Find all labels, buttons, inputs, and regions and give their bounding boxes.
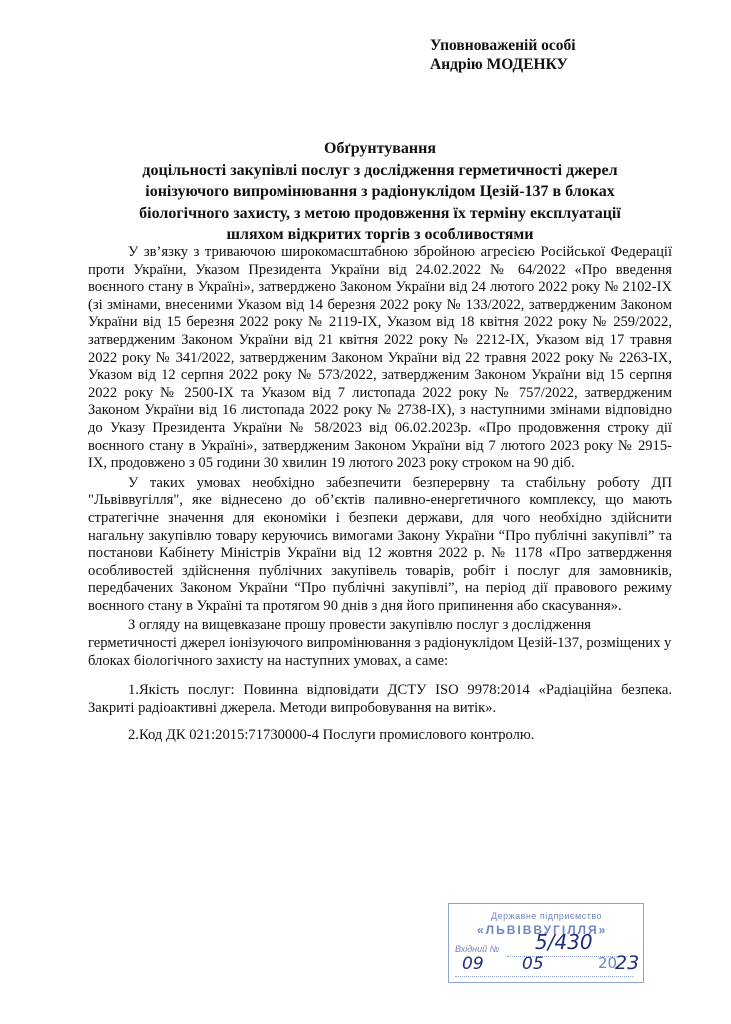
stamp-incoming-number: 5/430: [535, 930, 593, 954]
addressee-position: Уповноваженій особі: [430, 37, 576, 54]
stamp-org-line-2: «ЛЬВІВВУГІЛЛЯ»: [477, 923, 608, 937]
stamp-date-line: [455, 976, 633, 977]
stamp-incoming-label: Вхідний №: [455, 944, 500, 954]
paragraph-conditions: У таких умовах необхідно забезпечити безперервну та стабільну роботу ДП "Львіввугілля", яке віднесено до об’єктів паливно-енергетичного комплексу, що мають стратегічне значення для економіки і безпеки держави, для чого необхідно здійснити нагальну закупівлю товару керуючись вимогами Закону України “Про публічні закупівлі” та постанови Кабінету Міністрів України від 12 жовтня 2022 р. № 1178 «Про затвердження особливостей здійснення публічних закупівель товарів, робіт і послуг для замовників, передбачених Законом України “Про публічні закупівлі”, на період дії правового режиму воєнного стану в Україні та протягом 90 днів з дня його припинення або скасування».: [88, 474, 672, 614]
stamp-date-year-prefix: 20: [598, 954, 618, 972]
addressee-name: Андрію МОДЕНКУ: [430, 56, 568, 73]
document-heading: [80, 138, 680, 246]
paragraph-quality: 1.Якість послуг: Повинна відповідати ДСТУ ISO 9978:2014 «Радіаційна безпека. Закриті радіоактивні джерела. Методи випробовування на витік».: [88, 682, 672, 716]
stamp-org-line-1: Державне підприємство: [491, 911, 603, 921]
heading-subtitle-line-2: іонізуючого випромінювання з радіонуклідом Цезій-137 в блоках: [145, 183, 615, 200]
addressee-block: [430, 36, 576, 74]
heading-subtitle-line-4: шляхом відкритих торгів з особливостями: [226, 226, 534, 243]
stamp-date-year-suffix: 23: [615, 952, 640, 974]
document-body: [88, 244, 672, 747]
paragraph-dk-code: 2.Код ДК 021:2015:71730000-4 Послуги промислового контролю.: [128, 727, 535, 744]
paragraph-martial-law: У зв’язку з триваючою широкомасштабною збройною агресією Російської Федерації проти України, Указом Президента України від 24.02.2022 № 64/2022 «Про введення воєнного стану в Україні», затверджено Законом України від 24 лютого 2022 року № 2102-IX (зі змінами, внесеними Указом від 14 березня 2022 року № 133/2022, затвердженим Законом України від 15 березня 2022 року № 2119-IX, Указом від 18 квітня 2022 року № 259/2022, затвердженим Законом України від 21 квітня 2022 року № 2212-IX, Указом від 17 травня 2022 року № 341/2022, затвердженим Законом України від 22 травня 2022 року № 2263-IX, Указом від 12 серпня 2022 року № 573/2022, затвердженим Законом України від 15 серпня 2022 року № 2500-IX та Указом від 7 листопада 2022 року № 757/2022, затвердженим Законом України від 16 листопада 2022 року № 2738-IX), з наступними змінами відповідно до Указу Президента України № 58/2023 від 06.02.2023р. «Про продовження строку дії воєнного стану в Україні», затвердженим Законом України від 7 лютого 2023 року № 2915-IX, продовжено з 05 години 30 хвилин 19 лютого 2023 року строком на 90 діб.: [88, 244, 672, 472]
stamp-date-month: 05: [522, 954, 544, 974]
heading-title: Обґрунтування: [324, 140, 436, 157]
paragraph-request: З огляду на вищевказане прошу провести закупівлю послуг з дослідження герметичності джерел іонізуючого випромінювання з радіонуклідом Цезій-137, розміщених у блоках біологічного захисту на наступних умовах, а саме:: [88, 617, 672, 669]
heading-subtitle-line-1: доцільності закупівлі послуг з дослідження герметичності джерел: [142, 161, 618, 179]
heading-subtitle-line-3: біологічного захисту, з метою продовження їх терміну експлуатації: [139, 204, 621, 222]
stamp-date-day: 09: [462, 954, 484, 974]
